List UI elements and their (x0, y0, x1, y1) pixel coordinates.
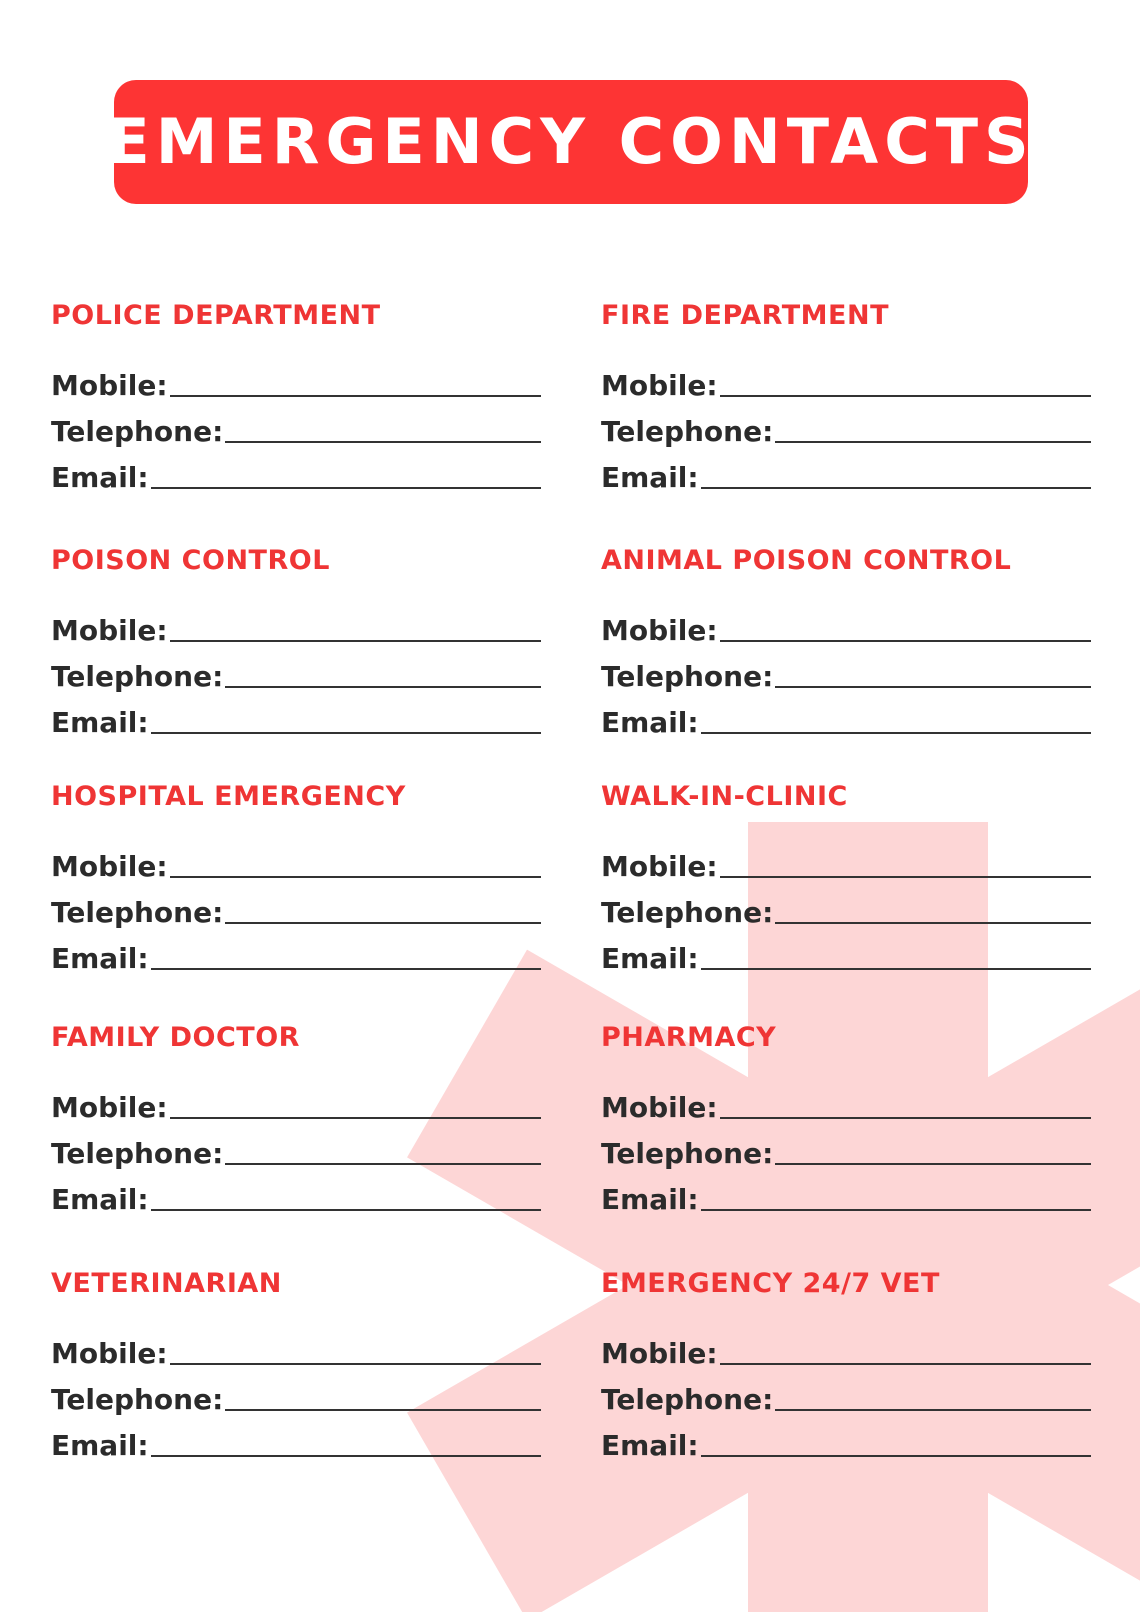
email-field[interactable] (51, 930, 541, 976)
field-label: Mobile: (51, 614, 168, 647)
email-field[interactable] (51, 694, 541, 740)
field-label: Telephone: (601, 896, 774, 929)
write-line[interactable] (775, 1163, 1091, 1165)
email-field[interactable] (51, 1417, 541, 1463)
email-field[interactable] (601, 930, 1091, 976)
field-label: Mobile: (601, 1337, 718, 1370)
write-line[interactable] (775, 686, 1091, 688)
contact-section-emergency-vet (601, 1268, 1091, 1463)
write-line[interactable] (775, 922, 1091, 924)
field-label: Email: (601, 461, 699, 494)
write-line[interactable] (720, 1117, 1091, 1119)
write-line[interactable] (225, 441, 541, 443)
telephone-field[interactable] (601, 403, 1091, 449)
email-field[interactable] (51, 1171, 541, 1217)
contact-section-pharmacy (601, 1022, 1091, 1217)
telephone-field[interactable] (601, 648, 1091, 694)
write-line[interactable] (225, 922, 541, 924)
field-label: Mobile: (51, 850, 168, 883)
telephone-field[interactable] (51, 1125, 541, 1171)
mobile-field[interactable] (601, 1325, 1091, 1371)
field-label: Telephone: (51, 415, 224, 448)
write-line[interactable] (151, 487, 541, 489)
write-line[interactable] (720, 640, 1091, 642)
section-title: EMERGENCY 24/7 VET (601, 1268, 940, 1299)
write-line[interactable] (151, 968, 541, 970)
telephone-field[interactable] (51, 884, 541, 930)
mobile-field[interactable] (601, 1079, 1091, 1125)
field-label: Telephone: (601, 660, 774, 693)
field-label: Mobile: (51, 369, 168, 402)
page-title: EMERGENCY CONTACTS (107, 105, 1035, 178)
field-label: Email: (601, 942, 699, 975)
section-title: HOSPITAL EMERGENCY (51, 781, 406, 812)
write-line[interactable] (225, 686, 541, 688)
mobile-field[interactable] (601, 838, 1091, 884)
section-title: WALK-IN-CLINIC (601, 781, 848, 812)
field-label: Mobile: (601, 369, 718, 402)
write-line[interactable] (720, 1363, 1091, 1365)
telephone-field[interactable] (51, 403, 541, 449)
write-line[interactable] (225, 1163, 541, 1165)
mobile-field[interactable] (601, 357, 1091, 403)
field-label: Email: (51, 1429, 149, 1462)
write-line[interactable] (170, 640, 541, 642)
write-line[interactable] (701, 487, 1091, 489)
field-label: Telephone: (601, 1137, 774, 1170)
section-title: VETERINARIAN (51, 1268, 282, 1299)
title-banner (107, 80, 1035, 204)
write-line[interactable] (170, 395, 541, 397)
telephone-field[interactable] (601, 1371, 1091, 1417)
write-line[interactable] (170, 1363, 541, 1365)
write-line[interactable] (720, 395, 1091, 397)
section-title: POISON CONTROL (51, 545, 330, 576)
write-line[interactable] (775, 1409, 1091, 1411)
section-title: FIRE DEPARTMENT (601, 300, 890, 331)
field-label: Mobile: (51, 1091, 168, 1124)
telephone-field[interactable] (601, 884, 1091, 930)
contact-section-walk-in-clinic (601, 781, 1091, 976)
email-field[interactable] (601, 694, 1091, 740)
section-title: POLICE DEPARTMENT (51, 300, 381, 331)
field-label: Email: (51, 942, 149, 975)
field-label: Mobile: (601, 850, 718, 883)
write-line[interactable] (775, 441, 1091, 443)
write-line[interactable] (701, 1209, 1091, 1211)
field-label: Telephone: (51, 896, 224, 929)
telephone-field[interactable] (51, 1371, 541, 1417)
telephone-field[interactable] (601, 1125, 1091, 1171)
write-line[interactable] (170, 1117, 541, 1119)
section-title: FAMILY DOCTOR (51, 1022, 300, 1053)
field-label: Email: (51, 461, 149, 494)
contact-section-hospital-emergency (51, 781, 541, 976)
field-label: Telephone: (51, 660, 224, 693)
write-line[interactable] (720, 876, 1091, 878)
write-line[interactable] (701, 968, 1091, 970)
email-field[interactable] (601, 1417, 1091, 1463)
section-title: PHARMACY (601, 1022, 777, 1053)
field-label: Email: (601, 706, 699, 739)
write-line[interactable] (151, 1455, 541, 1457)
field-label: Mobile: (601, 614, 718, 647)
write-line[interactable] (701, 732, 1091, 734)
field-label: Email: (601, 1429, 699, 1462)
mobile-field[interactable] (51, 1079, 541, 1125)
contact-section-police (51, 300, 541, 495)
mobile-field[interactable] (51, 602, 541, 648)
contact-section-veterinarian (51, 1268, 541, 1463)
contact-section-family-doctor (51, 1022, 541, 1217)
section-title: ANIMAL POISON CONTROL (601, 545, 1012, 576)
email-field[interactable] (601, 1171, 1091, 1217)
contact-section-fire (601, 300, 1091, 495)
mobile-field[interactable] (51, 357, 541, 403)
field-label: Telephone: (51, 1137, 224, 1170)
mobile-field[interactable] (601, 602, 1091, 648)
field-label: Telephone: (601, 1383, 774, 1416)
write-line[interactable] (701, 1455, 1091, 1457)
write-line[interactable] (151, 732, 541, 734)
email-field[interactable] (601, 449, 1091, 495)
mobile-field[interactable] (51, 1325, 541, 1371)
write-line[interactable] (170, 876, 541, 878)
mobile-field[interactable] (51, 838, 541, 884)
field-label: Mobile: (601, 1091, 718, 1124)
write-line[interactable] (151, 1209, 541, 1211)
contact-section-poison-control (51, 545, 541, 740)
field-label: Email: (51, 1183, 149, 1216)
field-label: Email: (601, 1183, 699, 1216)
contact-section-animal-poison-control (601, 545, 1091, 740)
field-label: Mobile: (51, 1337, 168, 1370)
telephone-field[interactable] (51, 648, 541, 694)
field-label: Telephone: (51, 1383, 224, 1416)
field-label: Telephone: (601, 415, 774, 448)
field-label: Email: (51, 706, 149, 739)
write-line[interactable] (225, 1409, 541, 1411)
email-field[interactable] (51, 449, 541, 495)
